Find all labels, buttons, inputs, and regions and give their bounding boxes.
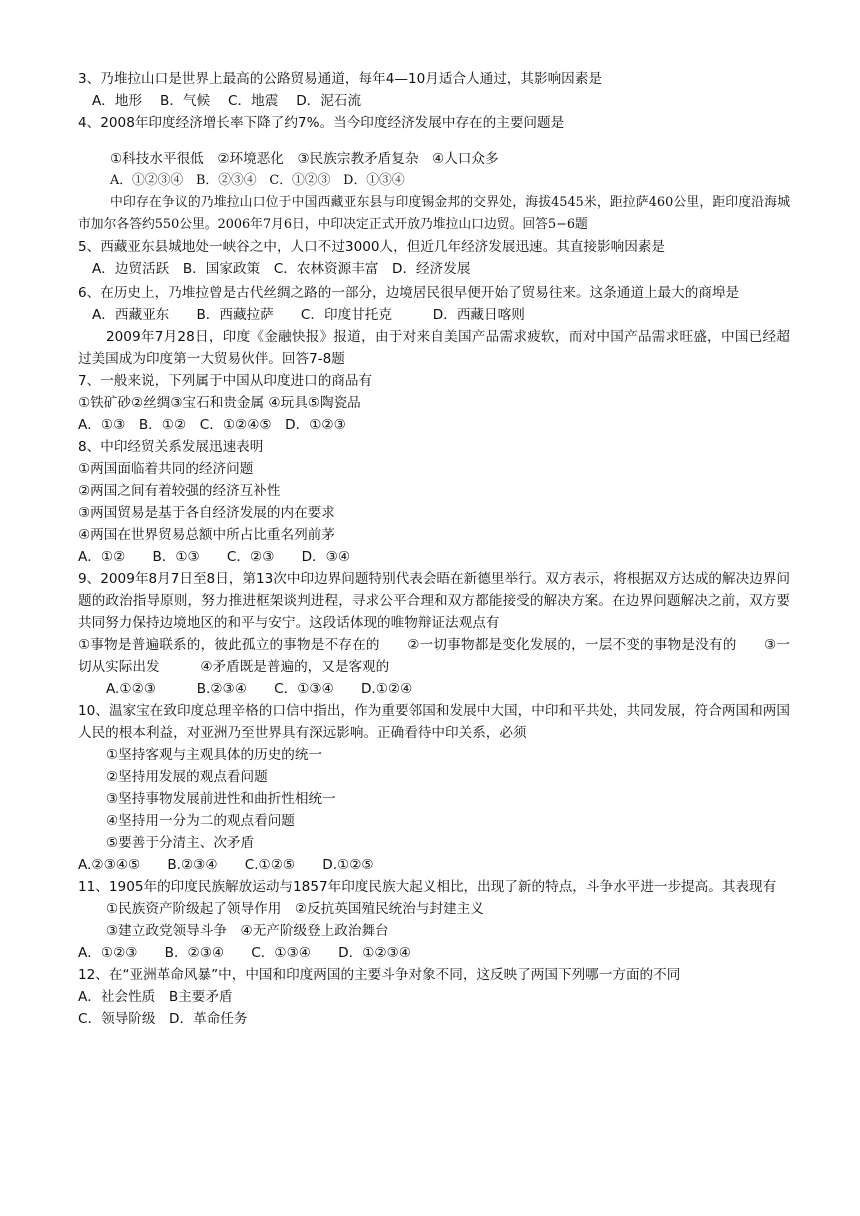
question-8-options: A．①② B．①③ C．②③ D．③④: [78, 549, 351, 565]
question-7-items: ①铁矿砂②丝绸③宝石和贵金属 ④玩具⑤陶瓷品: [78, 395, 361, 411]
question-12: 12、在“亚洲革命风暴”中，中国和印度两国的主要斗争对象不同，这反映了两国下列哪一方面的不同: [78, 967, 681, 983]
question-10-item-3: ③坚持事物发展前进性和曲折性相统一: [106, 791, 336, 807]
question-11-items-b: ③建立政党领导斗争 ④无产阶级登上政治舞台: [106, 923, 389, 939]
question-10-item-2: ②坚持用发展的观点看问题: [106, 769, 268, 785]
question-4-options: A．①②③④ B．②③④ C．①②③ D．①③④: [110, 173, 405, 188]
question-4-items: ①科技水平很低 ②环境恶化 ③民族宗教矛盾复杂 ④人口众多: [110, 151, 499, 167]
question-10-item-4: ④坚持用一分为二的观点看问题: [106, 813, 295, 829]
question-5: 5、西藏亚东县城地处一峡谷之中，人口不过3000人，但近几年经济发展迅速。其直接影响因素是: [78, 239, 665, 255]
question-5-options: A．边贸活跃 B．国家政策 C．农林资源丰富 D．经济发展: [92, 261, 471, 277]
question-6: 6、在历史上，乃堆拉曾是古代丝绸之路的一部分，边境居民很早便开始了贸易往来。这条通道上最大的商埠是: [78, 285, 740, 301]
question-8-item-4: ④两国在世界贸易总额中所占比重名列前茅: [78, 527, 335, 543]
exam-page: [78, 68, 790, 1030]
question-11-items-a: ①民族资产阶级起了领导作用 ②反抗英国殖民统治与封建主义: [106, 901, 484, 917]
question-6-options: A．西藏亚东 B．西藏拉萨 C．印度甘托克 D．西藏日喀则: [92, 307, 525, 323]
passage-5-6: 中印存在争议的乃堆拉山口位于中国西藏亚东县与印度锡金邦的交界处，海拔4545米，距拉萨460公里，距印度沿海城市加尔各答约550公里。2006年7月6日，中印决定正式开放乃堆拉山口边贸。回答5−6题: [78, 195, 790, 232]
spacer: [78, 134, 790, 148]
question-11: 11、1905年的印度民族解放运动与1857年印度民族大起义相比，出现了新的特点，斗争水平进一步提高。其表现有: [78, 879, 777, 895]
question-10-item-5: ⑤要善于分清主、次矛盾: [106, 835, 255, 851]
question-8: 8、中印经贸关系发展迅速表明: [78, 439, 264, 455]
question-7-options: A．①③ B．①② C．①②④⑤ D．①②③: [78, 417, 346, 433]
question-7: 7、一般来说，下列属于中国从印度进口的商品有: [78, 373, 373, 389]
question-10-options: A.②③④⑤ B.②③④ C.①②⑤ D.①②⑤: [78, 857, 374, 873]
question-4: 4、2008年印度经济增长率下降了约7%。当今印度经济发展中存在的主要问题是: [78, 115, 565, 131]
question-8-item-1: ①两国面临着共同的经济问题: [78, 461, 254, 477]
question-9: 9、2009年8月7日至8日，第13次中印边界问题特别代表会晤在新德里举行。双方表示，将根据双方达成的解决边界问题的政治指导原则，努力推进框架谈判进程，寻求公平合理和双方都能接受的解决方案。在边界问题解决之前，双方要共同努力保持边境地区的和平与安宁。这段话体现的唯物辩证法观点有: [78, 571, 790, 631]
passage-7-8: 2009年7月28日，印度《金融快报》报道，由于对来自美国产品需求疲软，而对中国产品需求旺盛，中国已经超过美国成为印度第一大贸易伙伴。回答7-8题: [78, 329, 790, 367]
question-3-options: A．地形 B．气候 C．地震 D．泥石流: [92, 93, 362, 109]
question-12-options-b: C．领导阶级 D．革命任务: [78, 1011, 248, 1027]
question-9-options: A.①②③ B.②③④ C．①③④ D.①②④: [106, 681, 413, 697]
question-10-item-1: ①坚持客观与主观具体的历史的统一: [106, 747, 323, 763]
question-10: 10、温家宝在致印度总理辛格的口信中指出，作为重要邻国和发展中大国，中印和平共处，共同发展，符合两国和两国人民的根本利益，对亚洲乃至世界具有深远影响。正确看待中印关系，必须: [78, 703, 790, 741]
question-8-item-3: ③两国贸易是基于各自经济发展的内在要求: [78, 505, 335, 521]
question-3: 3、乃堆拉山口是世界上最高的公路贸易通道，每年4—10月适合人通过，其影响因素是: [78, 71, 602, 87]
question-11-options: A．①②③ B．②③④ C．①③④ D．①②③④: [78, 945, 411, 961]
question-9-items: ①事物是普遍联系的，彼此孤立的事物是不存在的 ②一切事物都是变化发展的，一层不变的事物是没有的 ③一切从实际出发 ④矛盾既是普遍的，又是客观的: [78, 637, 790, 675]
question-8-item-2: ②两国之间有着较强的经济互补性: [78, 483, 281, 499]
question-12-options-a: A．社会性质 B主要矛盾: [78, 989, 233, 1005]
